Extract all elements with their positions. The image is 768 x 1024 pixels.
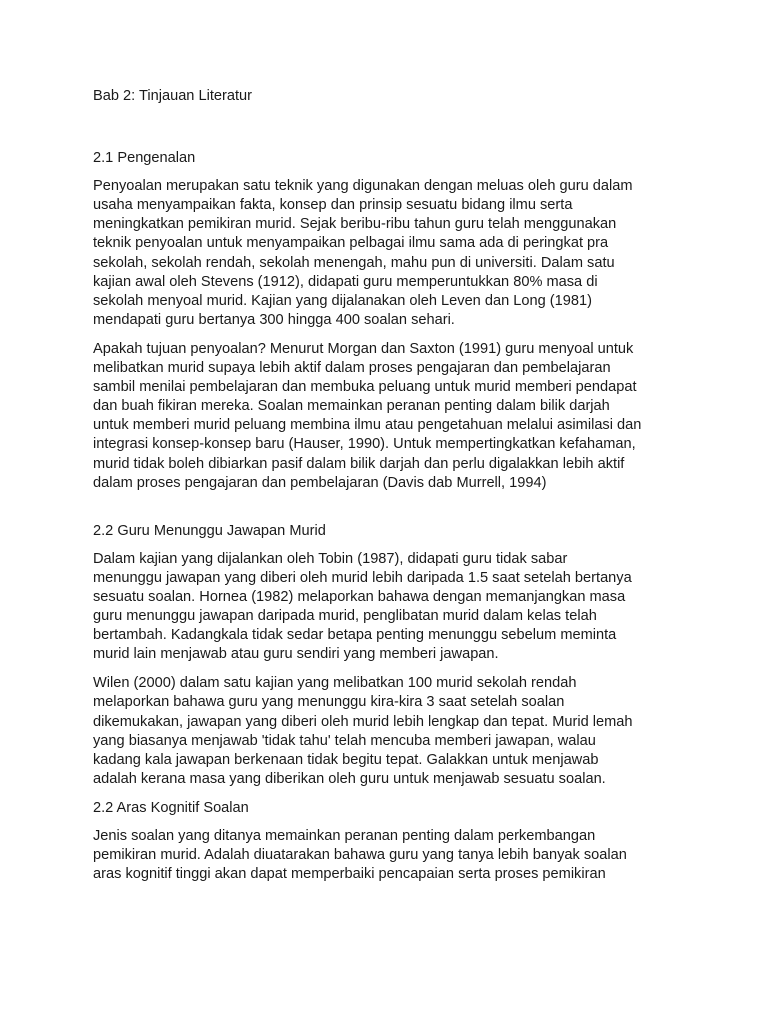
text-line: melibatkan murid supaya lebih aktif dalam proses pengajaran dan pembelajaran (93, 360, 611, 377)
text-line: adalah kerana masa yang diberikan oleh guru untuk menjawab sesuatu soalan. (93, 770, 606, 787)
text-line: untuk memberi murid peluang membina ilmu atau pengetahuan melalui asimilasi dan (93, 417, 642, 434)
text-line: aras kognitif tinggi akan dapat memperbaiki pencapaian serta proses pemikiran (93, 866, 606, 883)
section-heading-pengenalan: 2.1 Pengenalan (93, 150, 196, 167)
paragraph-pengenalan-1 (93, 177, 693, 330)
text-line: bertambah. Kadangkala tidak sedar betapa penting menunggu sebelum meminta (93, 627, 617, 644)
section-heading-aras-kognitif: 2.2 Aras Kognitif Soalan (93, 799, 249, 816)
text-line: dalam proses pengajaran dan pembelajaran (Davis dab Murrell, 1994) (93, 474, 547, 491)
text-line: murid tidak boleh dibiarkan pasif dalam bilik darjah dan perlu digalakkan lebih aktif (93, 455, 625, 472)
paragraph-guru-menunggu-1 (93, 550, 693, 665)
text-line: dan buah fikiran mereka. Soalan memainkan peranan penting dalam bilik darjah (93, 398, 610, 415)
text-line: usaha menyampaikan fakta, konsep dan prinsip sesuatu bidang ilmu serta (93, 197, 573, 214)
paragraph-pengenalan-2 (93, 340, 693, 493)
text-line: sambil menilai pembelajaran dan membuka peluang untuk murid memberi pendapat (93, 379, 637, 396)
text-line: Apakah tujuan penyoalan? Menurut Morgan dan Saxton (1991) guru menyoal untuk (93, 340, 634, 357)
text-line: guru menunggu jawapan daripada murid, penglibatan murid dalam kelas telah (93, 608, 597, 625)
text-line: Wilen (2000) dalam satu kajian yang melibatkan 100 murid sekolah rendah (93, 675, 577, 692)
text-line: menunggu jawapan yang diberi oleh murid lebih daripada 1.5 saat setelah bertanya (93, 569, 632, 586)
text-line: kajian awal oleh Stevens (1912), didapati guru memperuntukkan 80% masa di (93, 273, 598, 290)
text-line: teknik penyoalan untuk menyampaikan pelbagai ilmu sama ada di peringkat pra (93, 235, 609, 252)
text-line: sekolah, sekolah rendah, sekolah menengah, mahu pun di universiti. Dalam satu (93, 254, 615, 271)
text-line: integrasi konsep-konsep baru (Hauser, 1990). Untuk mempertingkatkan kefahaman, (93, 436, 636, 453)
text-line: mendapati guru bertanya 300 hingga 400 soalan sehari. (93, 311, 455, 328)
text-line: yang biasanya menjawab 'tidak tahu' telah mencuba memberi jawapan, walau (93, 732, 596, 749)
text-line: sekolah menyoal murid. Kajian yang dijalanakan oleh Leven dan Long (1981) (93, 292, 592, 309)
text-line: meningkatkan pemikiran murid. Sejak beribu-ribu tahun guru telah menggunakan (93, 216, 617, 233)
text-line: Jenis soalan yang ditanya memainkan peranan penting dalam perkembangan (93, 828, 596, 844)
section-heading-guru-menunggu: 2.2 Guru Menunggu Jawapan Murid (93, 522, 326, 539)
document-title: Bab 2: Tinjauan Literatur (93, 88, 253, 104)
document-page (93, 87, 693, 884)
text-line: melaporkan bahawa guru yang menunggu kira-kira 3 saat setelah soalan (93, 694, 565, 711)
text-line: pemikiran murid. Adalah diuatarakan bahawa guru yang tanya lebih banyak soalan (93, 847, 627, 864)
text-line: kadang kala jawapan berkenaan tidak begitu tepat. Galakkan untuk menjawab (93, 751, 599, 768)
paragraph-guru-menunggu-2 (93, 674, 693, 789)
paragraph-aras-kognitif-1 (93, 827, 693, 884)
text-line: sesuatu soalan. Hornea (1982) melaporkan bahawa dengan memanjangkan masa (93, 588, 626, 605)
text-line: Dalam kajian yang dijalankan oleh Tobin (1987), didapati guru tidak sabar (93, 550, 568, 567)
text-line: murid lain menjawab atau guru sendiri yang memberi jawapan. (93, 646, 499, 663)
text-line: Penyoalan merupakan satu teknik yang digunakan dengan meluas oleh guru dalam (93, 178, 633, 195)
text-line: dikemukakan, jawapan yang diberi oleh murid lebih lengkap dan tepat. Murid lemah (93, 713, 633, 730)
